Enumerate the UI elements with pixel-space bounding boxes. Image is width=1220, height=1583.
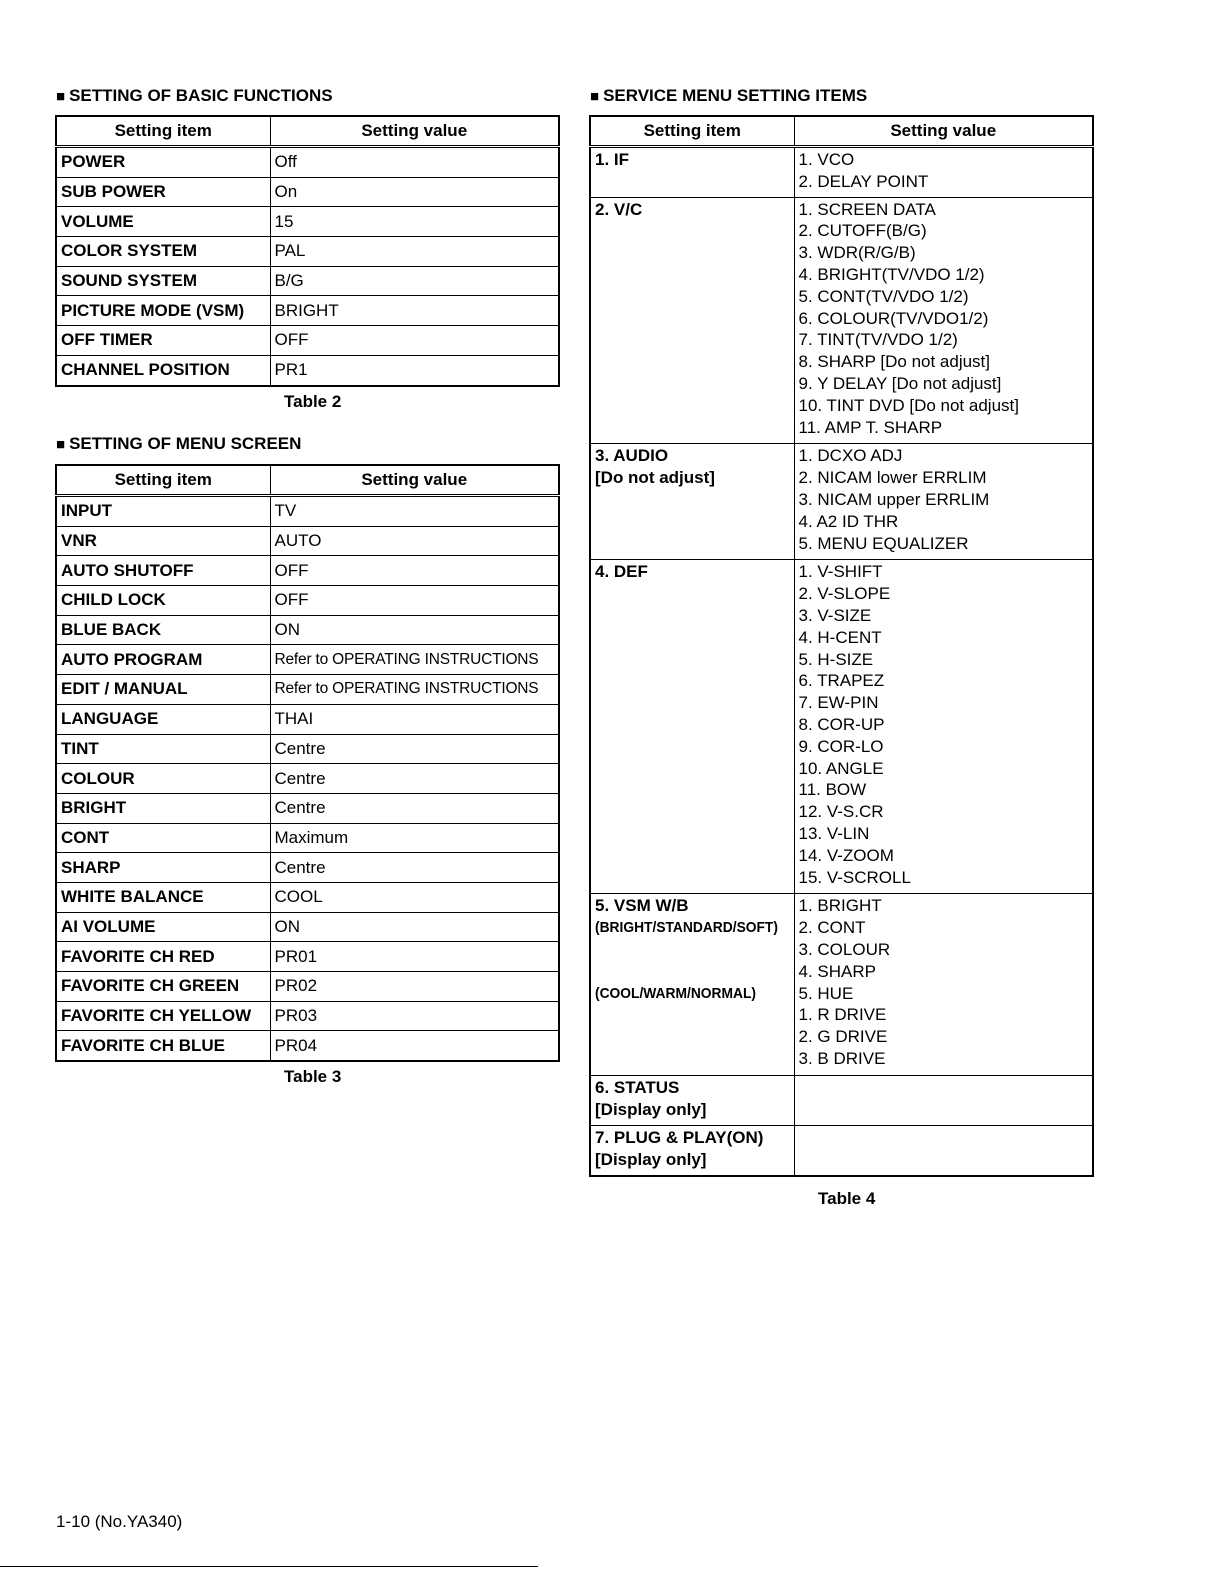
service-value-line: 5. CONT(TV/VDO 1/2) <box>798 286 969 306</box>
service-item-cell <box>590 1126 794 1177</box>
setting-item-cell: TINT <box>56 734 270 764</box>
table-row <box>56 734 559 764</box>
service-value-line: 7. EW-PIN <box>798 693 879 713</box>
setting-value-cell: 15 <box>270 207 559 237</box>
service-value-cell <box>794 560 1093 894</box>
table-row <box>56 853 559 883</box>
table-row <box>56 586 559 616</box>
table-row <box>56 326 559 356</box>
setting-value-cell: ON <box>270 912 559 942</box>
service-value-line: 1. SCREEN DATA <box>798 199 936 219</box>
service-value-cell <box>794 197 1093 444</box>
table-row <box>590 147 1093 198</box>
service-item-cell <box>590 147 794 198</box>
setting-item-cell: CHILD LOCK <box>56 586 270 616</box>
table2-title-text: SETTING OF BASIC FUNCTIONS <box>69 86 333 105</box>
table-row <box>56 942 559 972</box>
service-value-line: 8. COR-UP <box>798 714 885 734</box>
table-row <box>56 793 559 823</box>
setting-item-cell: FAVORITE CH BLUE <box>56 1031 270 1061</box>
service-value-line: 11. BOW <box>798 780 867 800</box>
service-item-cell <box>590 894 794 1075</box>
service-value-cell <box>794 1075 1093 1126</box>
service-value-line: 5. H-SIZE <box>798 649 874 669</box>
table4-section-title <box>590 86 867 107</box>
setting-item-cell: COLOR SYSTEM <box>56 237 270 267</box>
service-value-line: 4. H-CENT <box>798 627 882 647</box>
page-footer: 1-10 (No.YA340) <box>56 1512 183 1531</box>
setting-item-cell: VOLUME <box>56 207 270 237</box>
service-value-line: 5. HUE <box>798 983 854 1003</box>
setting-item-cell: CHANNEL POSITION <box>56 355 270 385</box>
table-row <box>56 207 559 237</box>
bottom-rule <box>0 1566 538 1567</box>
service-item-line: 6. STATUS <box>595 1077 680 1097</box>
table-row <box>56 355 559 385</box>
setting-value-cell: Centre <box>270 853 559 883</box>
column-header-item: Setting item <box>590 116 794 147</box>
basic-functions-table <box>55 115 560 387</box>
service-value-line: 2. CONT <box>798 918 866 938</box>
table-row <box>56 912 559 942</box>
setting-value-cell: Centre <box>270 793 559 823</box>
table-row <box>56 237 559 267</box>
table-row <box>56 496 559 527</box>
column-header-value: Setting value <box>270 116 559 147</box>
setting-item-cell: OFF TIMER <box>56 326 270 356</box>
service-value-line: 2. G DRIVE <box>798 1027 888 1047</box>
service-value-line: 10. ANGLE <box>798 758 884 778</box>
service-value-line: 8. SHARP [Do not adjust] <box>798 352 991 372</box>
service-item-line: 4. DEF <box>595 562 648 582</box>
service-item-cell <box>590 1075 794 1126</box>
service-menu-table <box>589 115 1094 1177</box>
service-value-line: 2. DELAY POINT <box>798 171 929 191</box>
column-header-value: Setting value <box>794 116 1093 147</box>
bullet-square-icon: ■ <box>56 436 66 453</box>
service-value-cell <box>794 147 1093 198</box>
service-item-subgroup: (COOL/WARM/NORMAL) <box>595 984 756 1002</box>
setting-value-cell: OFF <box>270 556 559 586</box>
setting-item-cell: COLOUR <box>56 764 270 794</box>
service-item-line: 3. AUDIO <box>595 446 669 466</box>
service-value-line: 3. COLOUR <box>798 939 891 959</box>
service-value-line: 10. TINT DVD [Do not adjust] <box>798 395 1019 415</box>
table3-caption: Table 3 <box>284 1067 342 1086</box>
setting-value-cell: AUTO <box>270 526 559 556</box>
setting-item-cell: AI VOLUME <box>56 912 270 942</box>
setting-item-cell: CONT <box>56 823 270 853</box>
setting-value-cell: PR02 <box>270 972 559 1002</box>
setting-item-cell: FAVORITE CH RED <box>56 942 270 972</box>
setting-item-cell: AUTO SHUTOFF <box>56 556 270 586</box>
setting-item-cell: POWER <box>56 147 270 178</box>
setting-value-cell: B/G <box>270 266 559 296</box>
table-row <box>56 764 559 794</box>
service-value-cell <box>794 1126 1093 1177</box>
table-row <box>56 556 559 586</box>
service-item-cell <box>590 197 794 444</box>
table-row <box>56 266 559 296</box>
service-value-line: 3. V-SIZE <box>798 605 872 625</box>
setting-value-cell: Off <box>270 147 559 178</box>
setting-item-cell: AUTO PROGRAM <box>56 645 270 675</box>
service-value-line: 14. V-ZOOM <box>798 845 894 865</box>
table-row <box>56 823 559 853</box>
setting-value-cell: PR04 <box>270 1031 559 1061</box>
table-row <box>56 882 559 912</box>
table-row <box>590 444 1093 560</box>
setting-item-cell: EDIT / MANUAL <box>56 675 270 705</box>
service-value-line: 1. R DRIVE <box>798 1005 887 1025</box>
service-value-line: 13. V-LIN <box>798 823 870 843</box>
service-value-line: 2. CUTOFF(B/G) <box>798 221 927 241</box>
setting-value-cell: Refer to OPERATING INSTRUCTIONS <box>270 645 559 675</box>
service-value-line: 1. DCXO ADJ <box>798 446 903 466</box>
service-value-line: 2. NICAM lower ERRLIM <box>798 468 987 488</box>
setting-value-cell: Centre <box>270 764 559 794</box>
service-value-line: 1. VCO <box>798 150 855 169</box>
service-item-cell <box>590 560 794 894</box>
table-row <box>56 177 559 207</box>
table2-caption: Table 2 <box>284 392 342 411</box>
service-value-line: 15. V-SCROLL <box>798 867 911 887</box>
table-row <box>56 296 559 326</box>
setting-value-cell: Centre <box>270 734 559 764</box>
service-value-line: 3. B DRIVE <box>798 1048 886 1068</box>
setting-item-cell: BLUE BACK <box>56 615 270 645</box>
setting-item-cell: SUB POWER <box>56 177 270 207</box>
service-value-line: 3. NICAM upper ERRLIM <box>798 489 990 509</box>
table-row <box>56 147 559 178</box>
setting-value-cell: PR01 <box>270 942 559 972</box>
setting-value-cell: THAI <box>270 704 559 734</box>
table-row <box>590 1126 1093 1177</box>
service-item-line: [Do not adjust] <box>595 468 715 488</box>
service-value-line: 3. WDR(R/G/B) <box>798 243 916 263</box>
setting-item-cell: BRIGHT <box>56 793 270 823</box>
service-value-line: 6. TRAPEZ <box>798 671 885 691</box>
service-item-line: [Display only] <box>595 1150 707 1170</box>
service-value-line: 9. Y DELAY [Do not adjust] <box>798 373 1002 393</box>
service-value-line: 1. V-SHIFT <box>798 562 883 582</box>
setting-value-cell: COOL <box>270 882 559 912</box>
table3-section-title <box>56 434 301 455</box>
service-value-cell <box>794 444 1093 560</box>
spacer <box>595 961 790 983</box>
setting-item-cell: VNR <box>56 526 270 556</box>
table4-caption: Table 4 <box>818 1189 876 1208</box>
service-item-line: 2. V/C <box>595 199 643 219</box>
service-item-line: 5. VSM W/B <box>595 896 689 916</box>
table-row <box>56 526 559 556</box>
table-row <box>590 894 1093 1075</box>
setting-item-cell: SOUND SYSTEM <box>56 266 270 296</box>
service-value-line: 12. V-S.CR <box>798 802 884 822</box>
service-value-line: 6. COLOUR(TV/VDO1/2) <box>798 308 989 328</box>
table-row <box>56 1001 559 1031</box>
setting-item-cell: INPUT <box>56 496 270 527</box>
setting-value-cell: OFF <box>270 586 559 616</box>
menu-screen-table <box>55 464 560 1062</box>
service-value-line: 5. MENU EQUALIZER <box>798 533 969 553</box>
setting-value-cell: On <box>270 177 559 207</box>
service-value-cell <box>794 894 1093 1075</box>
setting-item-cell: LANGUAGE <box>56 704 270 734</box>
setting-item-cell: WHITE BALANCE <box>56 882 270 912</box>
service-value-line: 7. TINT(TV/VDO 1/2) <box>798 330 958 350</box>
table-row <box>56 675 559 705</box>
bullet-square-icon: ■ <box>590 88 600 105</box>
column-header-item: Setting item <box>56 465 270 496</box>
setting-value-cell: Maximum <box>270 823 559 853</box>
service-value-line: 9. COR-LO <box>798 736 884 756</box>
service-item-subgroup: (BRIGHT/STANDARD/SOFT) <box>595 919 778 937</box>
setting-value-cell: PAL <box>270 237 559 267</box>
table-row <box>56 615 559 645</box>
table3-title-text: SETTING OF MENU SCREEN <box>69 434 302 453</box>
service-value-line: 4. SHARP <box>798 961 876 981</box>
column-header-value: Setting value <box>270 465 559 496</box>
table-row <box>56 704 559 734</box>
setting-item-cell: FAVORITE CH YELLOW <box>56 1001 270 1031</box>
table-row <box>590 197 1093 444</box>
setting-value-cell: PR1 <box>270 355 559 385</box>
table-row <box>590 560 1093 894</box>
service-value-line: 2. V-SLOPE <box>798 584 891 604</box>
setting-value-cell: TV <box>270 496 559 527</box>
service-value-line: 11. AMP T. SHARP <box>798 417 943 437</box>
setting-value-cell: Refer to OPERATING INSTRUCTIONS <box>270 675 559 705</box>
setting-item-cell: FAVORITE CH GREEN <box>56 972 270 1002</box>
setting-value-cell: ON <box>270 615 559 645</box>
setting-value-cell: BRIGHT <box>270 296 559 326</box>
table4-title-text: SERVICE MENU SETTING ITEMS <box>603 86 868 105</box>
setting-value-cell: PR03 <box>270 1001 559 1031</box>
table-row <box>590 1075 1093 1126</box>
setting-value-cell: OFF <box>270 326 559 356</box>
table2-section-title <box>56 86 333 107</box>
service-value-line: 1. BRIGHT <box>798 896 882 916</box>
spacer <box>595 939 790 961</box>
service-item-cell <box>590 444 794 560</box>
service-item-line: 1. IF <box>595 150 630 169</box>
service-item-line: [Display only] <box>595 1099 707 1119</box>
table-row <box>56 645 559 675</box>
table-row <box>56 1031 559 1061</box>
setting-item-cell: PICTURE MODE (VSM) <box>56 296 270 326</box>
bullet-square-icon: ■ <box>56 88 66 105</box>
service-item-line: 7. PLUG & PLAY(ON) <box>595 1128 764 1148</box>
table-row <box>56 972 559 1002</box>
setting-item-cell: SHARP <box>56 853 270 883</box>
service-value-line: 4. BRIGHT(TV/VDO 1/2) <box>798 264 985 284</box>
service-value-line: 4. A2 ID THR <box>798 511 899 531</box>
column-header-item: Setting item <box>56 116 270 147</box>
